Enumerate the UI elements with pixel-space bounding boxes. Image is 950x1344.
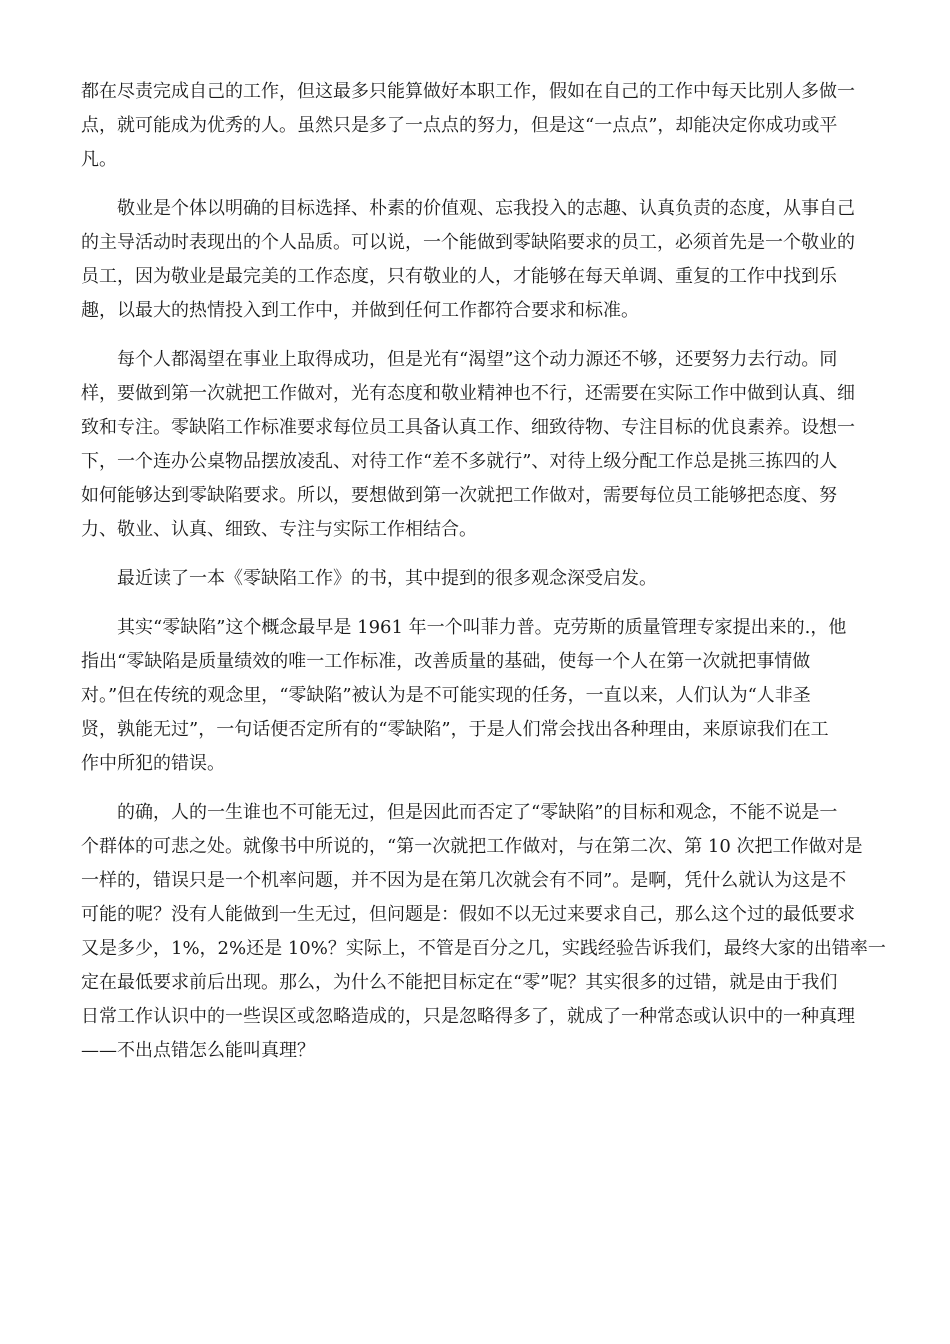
paragraph-line: 每个人都渴望在事业上取得成功，但是光有“渴望”这个动力源还不够，还要努力去行动。同 [117,349,838,370]
paragraph-gap [81,328,871,343]
paragraph-success [81,343,871,547]
paragraph-line: 敬业是个体以明确的目标选择、朴素的价值观、忘我投入的志趣、认真负责的态度，从事自己 [117,198,855,219]
paragraph-dedication [81,192,871,328]
paragraph-line: 样，要做到第一次就把工作做对，光有态度和敬业精神也不行，还需要在实际工作中做到认真、细 [81,383,855,404]
paragraph-line: 下，一个连办公桌物品摆放凌乱、对待工作“差不多就行”、对待上级分配工作总是挑三拣四的人 [81,451,838,472]
paragraph-zero-defect-origin [81,611,871,781]
paragraph-line: 员工，因为敬业是最完美的工作态度，只有敬业的人，才能够在每天单调、重复的工作中找到乐 [81,266,837,287]
paragraph-gap [81,781,871,796]
paragraph-line: 都在尽责完成自己的工作，但这最多只能算做好本职工作，假如在自己的工作中每天比别人多做一 [81,81,855,102]
paragraph-line: 其实“零缺陷”这个概念最早是 1961 年一个叫菲力普。克劳斯的质量管理专家提出来的.，他 [117,617,847,638]
paragraph-line: 又是多少，1%，2%还是 10%？实际上，不管是百分之几，实践经验告诉我们，最终大家的出错率一 [81,938,886,959]
paragraph-line: 点，就可能成为优秀的人。虽然只是多了一点点的努力，但是这“一点点”，却能决定你成功或平 [81,115,838,136]
paragraph-reflection [81,796,886,1068]
paragraph-line: 最近读了一本《零缺陷工作》的书，其中提到的很多观念深受启发。 [117,568,657,589]
paragraph-line: 力、敬业、认真、细致、专注与实际工作相结合。 [81,519,477,540]
paragraph-line: 指出“零缺陷是质量绩效的唯一工作标准，改善质量的基础，使每一个人在第一次就把事情做 [81,651,811,672]
paragraph-continued [81,75,871,177]
paragraph-line: 作中所犯的错误。 [81,753,225,774]
paragraph-line: 可能的呢？没有人能做到一生无过，但问题是：假如不以无过来要求自己，那么这个过的最低要求 [81,904,855,925]
paragraph-line: 凡。 [81,149,117,170]
paragraph-line: 定在最低要求前后出现。那么，为什么不能把目标定在“零”呢？其实很多的过错，就是由于我们 [81,972,838,993]
document-body [81,75,886,1068]
paragraph-line: 的主导活动时表现出的个人品质。可以说，一个能做到零缺陷要求的员工，必须首先是一个敬业的 [81,232,855,253]
paragraph-gap [81,177,871,192]
paragraph-gap [81,547,871,562]
paragraph-book [81,562,871,596]
paragraph-line: 一样的，错误只是一个机率问题，并不因为是在第几次就会有不同”。是啊，凭什么就认为这是不 [81,870,847,891]
paragraph-line: 日常工作认识中的一些误区或忽略造成的，只是忽略得多了，就成了一种常态或认识中的一种真理 [81,1006,855,1027]
paragraph-line: ——不出点错怎么能叫真理？ [81,1040,315,1061]
paragraph-line: 个群体的可悲之处。就像书中所说的，“第一次就把工作做对，与在第二次、第 10 次把工作做对是 [81,836,863,857]
paragraph-gap [81,596,871,611]
paragraph-line: 贤，孰能无过”，一句话便否定所有的“零缺陷”，于是人们常会找出各种理由，来原谅我们在工 [81,719,829,740]
paragraph-line: 致和专注。零缺陷工作标准要求每位员工具备认真工作、细致待物、专注目标的优良素养。设想一 [81,417,855,438]
paragraph-line: 对。”但在传统的观念里，“零缺陷”被认为是不可能实现的任务，一直以来，人们认为“人非圣 [81,685,811,706]
paragraph-line: 的确，人的一生谁也不可能无过，但是因此而否定了“零缺陷”的目标和观念，不能不说是一 [117,802,838,823]
paragraph-line: 如何能够达到零缺陷要求。所以，要想做到第一次就把工作做对，需要每位员工能够把态度、努 [81,485,837,506]
paragraph-line: 趣，以最大的热情投入到工作中，并做到任何工作都符合要求和标准。 [81,300,639,321]
